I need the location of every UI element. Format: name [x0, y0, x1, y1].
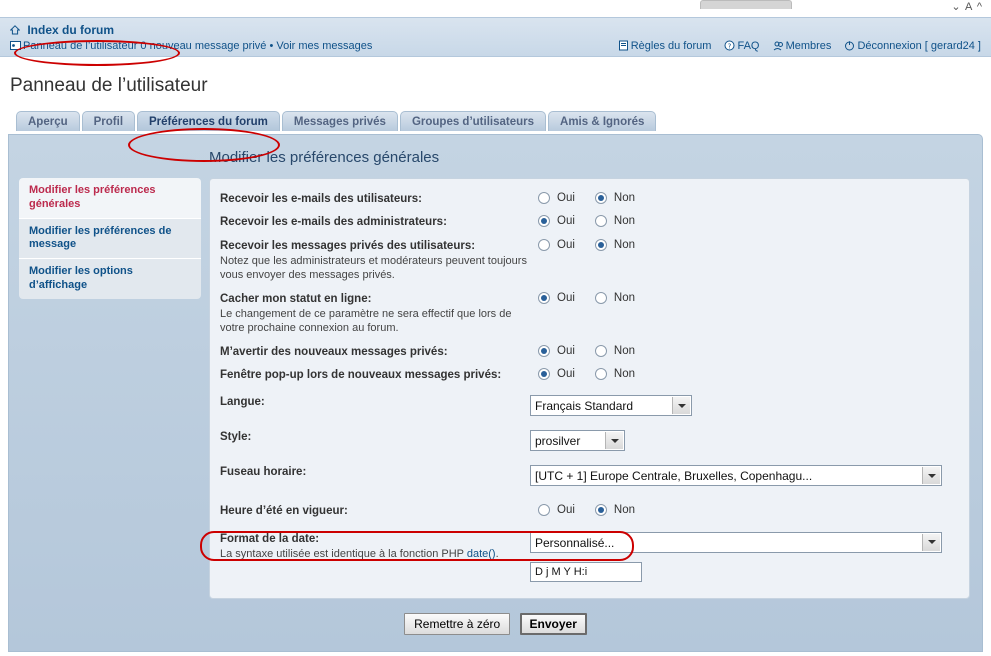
custom-date-format-input[interactable]	[530, 562, 642, 582]
index-forum-link[interactable]: Index du forum	[27, 23, 115, 37]
tab-groupes-utilisateurs[interactable]: Groupes d’utilisateurs	[400, 111, 546, 131]
radio-yes-label: Oui	[557, 238, 575, 251]
user-panel-icon	[10, 40, 21, 51]
field-note	[220, 547, 530, 561]
new-private-message-link[interactable]: 0 nouveau message privé	[140, 40, 267, 52]
radio-yes-label: Oui	[557, 368, 575, 381]
radio-yes[interactable]	[538, 504, 550, 516]
browser-caret-icon[interactable]: ⌄ A ^	[951, 1, 983, 13]
chevron-down-icon	[605, 432, 623, 449]
radio-yes-label: Oui	[557, 215, 575, 228]
radio-yes[interactable]	[538, 345, 550, 357]
tab-bar	[0, 111, 991, 134]
radio-yes-label: Oui	[557, 291, 575, 304]
php-date-link[interactable]: date()	[466, 548, 496, 561]
chevron-down-icon	[922, 467, 940, 484]
preferences-form	[209, 178, 970, 599]
label-text: Fuseau horaire:	[220, 466, 307, 479]
faq-item[interactable]	[724, 40, 759, 52]
field-hide-online-status	[220, 287, 959, 340]
radio-no[interactable]	[595, 239, 607, 251]
label-text: Heure d’été en vigueur:	[220, 505, 348, 518]
preferences-panel	[8, 134, 983, 652]
label-text: Cacher mon statut en ligne:	[220, 292, 372, 305]
field-input	[530, 394, 959, 419]
label-text: Langue:	[220, 396, 265, 409]
language-select[interactable]	[530, 395, 692, 416]
browser-strip	[0, 0, 991, 17]
radio-yes-label: Oui	[557, 344, 575, 357]
tab-amis-ignores[interactable]: Amis & Ignorés	[548, 111, 656, 131]
field-receive-user-emails	[220, 187, 959, 210]
field-receive-private-messages	[220, 234, 959, 287]
rules-icon	[618, 40, 629, 51]
field-daylight-saving	[220, 493, 959, 522]
members-item[interactable]	[773, 40, 832, 52]
field-label	[220, 291, 530, 336]
radio-group	[538, 368, 959, 380]
radio-no-label: Non	[613, 192, 636, 204]
forum-navbar	[0, 17, 991, 57]
radio-no[interactable]	[595, 504, 607, 516]
date-note-end: .	[495, 548, 499, 561]
reset-button[interactable]: Remettre à zéro	[404, 613, 510, 635]
forum-rules-link[interactable]: Règles du forum	[630, 40, 712, 52]
sidebar-item-display-options[interactable]: Modifier les options d’affichage	[19, 259, 201, 299]
logout-item[interactable]	[844, 40, 981, 52]
field-label	[220, 531, 530, 562]
field-language	[220, 386, 959, 423]
tab-profil[interactable]: Profil	[82, 111, 135, 131]
radio-yes[interactable]	[538, 215, 550, 227]
sidebar-item-message-preferences[interactable]: Modifier les préférences de message	[19, 219, 201, 260]
field-label	[220, 367, 530, 382]
field-label	[220, 238, 530, 283]
date-note-line1: La syntaxe utilisée est identique à la fonction PHP	[220, 548, 464, 561]
field-input	[530, 214, 959, 227]
radio-group	[538, 239, 959, 251]
browser-tab-stub[interactable]	[700, 0, 792, 9]
nav-sep-2: •	[269, 40, 274, 52]
field-input	[530, 429, 959, 454]
field-popup-new-pm	[220, 363, 959, 386]
radio-no-label: Non	[613, 504, 636, 517]
panel-body	[9, 178, 982, 599]
members-icon	[773, 40, 784, 51]
field-style	[220, 423, 959, 458]
radio-group	[538, 504, 959, 516]
style-select[interactable]	[530, 430, 625, 451]
radio-yes[interactable]	[538, 192, 550, 204]
chevron-down-icon	[922, 534, 940, 551]
language-select-value: Français Standard	[535, 399, 634, 414]
field-label	[220, 394, 530, 409]
question-icon	[724, 40, 735, 51]
navbar-left-links	[10, 40, 372, 52]
tab-apercu[interactable]: Aperçu	[16, 111, 80, 131]
style-select-value: prosilver	[535, 434, 581, 449]
chevron-down-icon	[672, 397, 690, 414]
field-label	[220, 191, 530, 206]
faq-link[interactable]: FAQ	[737, 40, 760, 52]
tab-preferences-forum[interactable]: Préférences du forum	[137, 111, 280, 131]
tab-messages-prives[interactable]: Messages privés	[282, 111, 398, 131]
date-format-select-value: Personnalisé...	[535, 535, 615, 550]
radio-group	[538, 345, 959, 357]
forum-rules-item[interactable]	[618, 40, 712, 52]
form-buttons	[9, 599, 982, 641]
home-icon	[10, 24, 20, 34]
field-label	[220, 429, 530, 444]
field-label	[220, 464, 530, 479]
label-text: Format de la date:	[220, 532, 320, 545]
radio-no-label: Non	[613, 344, 636, 357]
field-input	[530, 291, 959, 304]
field-label	[220, 214, 530, 229]
radio-no-label: Non	[613, 215, 636, 228]
field-input	[530, 238, 959, 251]
navbar-right-links	[608, 40, 981, 52]
timezone-select[interactable]	[530, 465, 942, 486]
radio-group	[538, 292, 959, 304]
svg-text:?: ?	[728, 42, 732, 51]
page-title: Panneau de l’utilisateur	[10, 75, 208, 96]
panel-heading: Modifier les préférences générales	[209, 149, 440, 166]
label-text: M’avertir des nouveaux messages privés:	[220, 345, 448, 358]
radio-no-label: Non	[613, 291, 636, 304]
radio-group	[538, 215, 959, 227]
logout-link[interactable]: Déconnexion [ gerard24 ]	[857, 40, 981, 52]
members-link[interactable]: Membres	[785, 40, 832, 52]
navbar-links-row	[10, 40, 981, 52]
radio-no-label: Non	[613, 238, 636, 251]
radio-no[interactable]	[595, 368, 607, 380]
radio-no[interactable]	[595, 292, 607, 304]
field-input	[530, 464, 959, 489]
field-label	[220, 503, 530, 518]
submit-button[interactable]: Envoyer	[520, 613, 587, 635]
user-panel-link[interactable]: Panneau de l’utilisateur	[23, 40, 138, 52]
radio-yes-label: Oui	[557, 504, 575, 517]
label-text: Recevoir les e-mails des utilisateurs:	[220, 193, 422, 205]
radio-group	[538, 192, 959, 204]
radio-no-label: Non	[613, 368, 636, 381]
date-format-select[interactable]	[530, 532, 942, 553]
view-my-posts-link[interactable]: Voir mes messages	[276, 40, 373, 52]
field-note: Notez que les administrateurs et modérateurs peuvent toujours vous envoyer des messages privés.	[220, 255, 527, 282]
field-input	[530, 367, 959, 380]
radio-yes-label: Oui	[557, 192, 575, 204]
power-icon	[844, 40, 855, 51]
field-timezone	[220, 458, 959, 493]
side-nav	[19, 178, 201, 599]
radio-yes[interactable]	[538, 292, 550, 304]
field-label	[220, 344, 530, 359]
field-input	[530, 191, 959, 204]
radio-no[interactable]	[595, 345, 607, 357]
label-text: Recevoir les e-mails des administrateurs:	[220, 216, 447, 229]
label-text: Style:	[220, 431, 252, 444]
timezone-select-value: [UTC + 1] Europe Centrale, Bruxelles, Copenhagu...	[535, 469, 813, 484]
field-input	[530, 531, 959, 582]
label-text: Recevoir les messages privés des utilisateurs:	[220, 239, 476, 252]
radio-yes[interactable]	[538, 239, 550, 251]
radio-no[interactable]	[595, 192, 607, 204]
field-note: Le changement de ce paramètre ne sera effectif que lors de votre prochaine connexion au forum.	[220, 308, 512, 335]
field-input	[530, 503, 959, 516]
field-date-format	[220, 523, 959, 586]
label-text: Fenêtre pop-up lors de nouveaux messages privés:	[220, 369, 502, 382]
sidebar-item-general-preferences[interactable]: Modifier les préférences générales	[19, 178, 201, 219]
navbar-index-row	[10, 22, 981, 40]
field-notify-new-pm	[220, 340, 959, 363]
field-input	[530, 344, 959, 357]
radio-no[interactable]	[595, 215, 607, 227]
radio-yes[interactable]	[538, 368, 550, 380]
field-receive-admin-emails	[220, 210, 959, 233]
